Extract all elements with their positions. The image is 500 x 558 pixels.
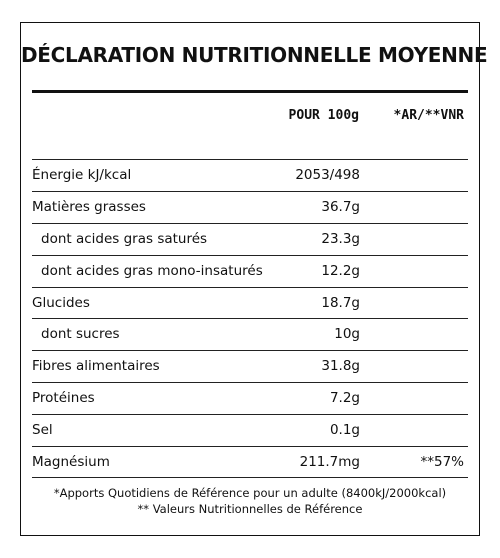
table-row xyxy=(32,191,468,223)
footnote-vnr: ** Valeurs Nutritionnelles de Référence xyxy=(137,502,363,516)
footnote-ar: *Apports Quotidiens de Référence pour un adulte (8400kJ/2000kcal) xyxy=(53,486,447,500)
nutrient-label: Fibres alimentaires xyxy=(32,358,160,375)
nutrient-label: dont acides gras saturés xyxy=(41,230,208,247)
table-row xyxy=(32,255,468,287)
nutrient-label: dont acides gras mono-insaturés xyxy=(41,262,263,279)
nutrient-value: 31.8g xyxy=(321,358,360,375)
nutrient-reference-intake: **57% xyxy=(420,454,464,471)
nutrient-value: 10g xyxy=(334,326,360,343)
table-row xyxy=(32,414,468,446)
table-row xyxy=(32,159,468,191)
nutrient-value: 7.2g xyxy=(329,390,360,407)
table-row xyxy=(32,287,468,319)
nutrient-label: Énergie kJ/kcal xyxy=(32,167,132,183)
nutrient-value: 0.1g xyxy=(329,422,360,439)
nutrient-value: 2053/498 xyxy=(295,167,360,183)
page-title: DÉCLARATION NUTRITIONNELLE MOYENNE xyxy=(21,43,488,67)
table-row xyxy=(32,382,468,414)
nutrient-label: Protéines xyxy=(32,390,95,407)
column-header-ar-vnr: *AR/**VNR xyxy=(393,108,464,123)
table-row xyxy=(32,318,468,350)
nutrient-label: Glucides xyxy=(32,294,90,311)
table-row xyxy=(32,350,468,382)
nutrition-facts-panel xyxy=(20,22,488,536)
nutrient-label: Matières grasses xyxy=(32,198,146,215)
nutrient-label: dont sucres xyxy=(41,326,120,343)
nutrient-label: Magnésium xyxy=(32,454,110,471)
nutrient-value: 18.7g xyxy=(321,294,360,311)
column-header-per-100g: POUR 100g xyxy=(288,108,359,123)
nutrient-value: 36.7g xyxy=(321,198,360,215)
nutrient-label: Sel xyxy=(32,422,53,439)
nutrition-table xyxy=(32,159,468,478)
nutrient-value: 211.7mg xyxy=(299,454,360,471)
nutrient-value: 23.3g xyxy=(321,230,360,247)
table-row xyxy=(32,223,468,255)
table-row xyxy=(32,446,468,478)
nutrient-value: 12.2g xyxy=(321,262,360,279)
table-header xyxy=(32,93,468,141)
